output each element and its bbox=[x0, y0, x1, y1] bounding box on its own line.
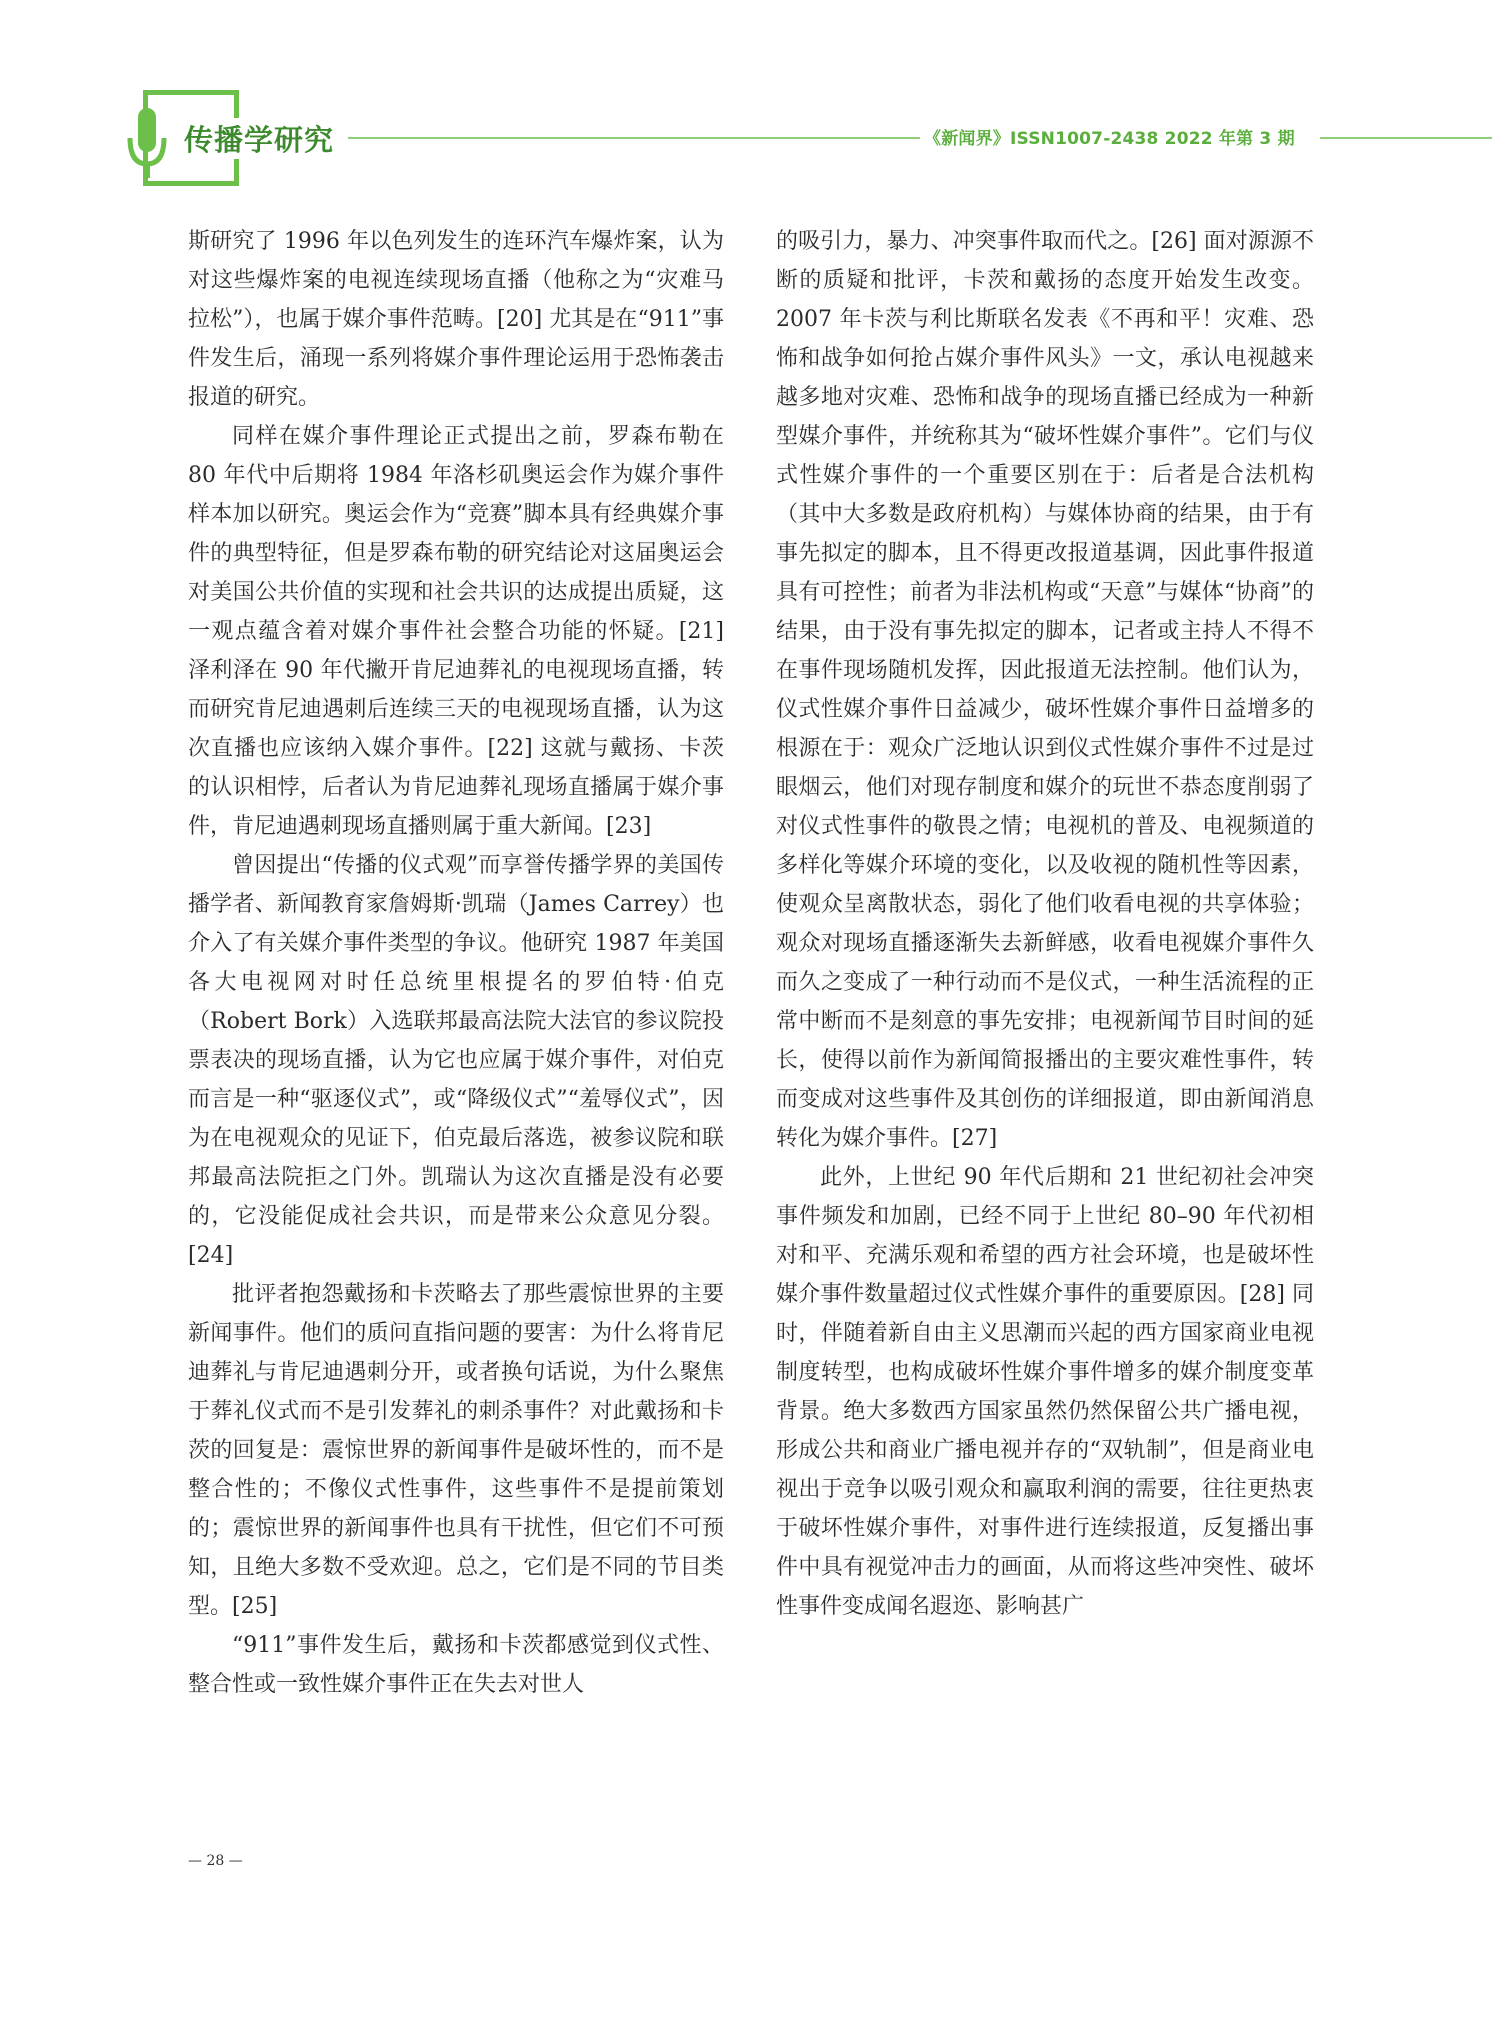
paragraph: 同样在媒介事件理论正式提出之前，罗森布勒在 80 年代中后期将 1984 年洛杉矶奥运会作为媒介事件样本加以研究。奥运会作为“竞赛”脚本具有经典媒介事件的典型特征，但是罗森布勒的研究结论对这届奥运会对美国公共价值的实现和社会共识的达成提出质疑，这一观点蕴含着对媒介事件社会整合功能的怀疑。[21] 泽利泽在 90 年代撇开肯尼迪葬礼的电视现场直播，转而研究肯尼迪遇刺后连续三天的电视现场直播，认为这次直播也应该纳入媒介事件。[22] 这就与戴扬、卡茨的认识相悖，后者认为肯尼迪葬礼现场直播属于媒介事件，肯尼迪遇刺现场直播则属于重大新闻。[23] bbox=[188, 424, 724, 839]
left-column bbox=[188, 222, 724, 1704]
paragraph: 的吸引力，暴力、冲突事件取而代之。[26] 面对源源不断的质疑和批评，卡茨和戴扬的态度开始发生改变。2007 年卡茨与利比斯联名发表《不再和平！灾难、恐怖和战争如何抢占媒介事件风头》一文，承认电视越来越多地对灾难、恐怖和战争的现场直播已经成为一种新型媒介事件，并统称其为“破坏性媒介事件”。它们与仪式性媒介事件的一个重要区别在于：后者是合法机构（其中大多数是政府机构）与媒体协商的结果，由于有事先拟定的脚本，且不得更改报道基调，因此事件报道具有可控性；前者为非法机构或“天意”与媒体“协商”的结果，由于没有事先拟定的脚本，记者或主持人不得不在事件现场随机发挥，因此报道无法控制。他们认为，仪式性媒介事件日益减少，破坏性媒介事件日益增多的根源在于：观众广泛地认识到仪式性媒介事件不过是过眼烟云，他们对现存制度和媒介的玩世不恭态度削弱了对仪式性事件的敬畏之情；电视机的普及、电视频道的多样化等媒介环境的变化，以及收视的随机性等因素，使观众呈离散状态，弱化了他们收看电视的共享体验；观众对现场直播逐渐失去新鲜感，收看电视媒介事件久而久之变成了一种行动而不是仪式，一种生活流程的正常中断而不是刻意的事先安排；电视新闻节目时间的延长，使得以前作为新闻简报播出的主要灾难性事件，转而变成对这些事件及其创伤的详细报道，即由新闻消息转化为媒介事件。[27] bbox=[776, 229, 1314, 1151]
paragraph: 批评者抱怨戴扬和卡茨略去了那些震惊世界的主要新闻事件。他们的质问直指问题的要害：为什么将肯尼迪葬礼与肯尼迪遇刺分开，或者换句话说，为什么聚焦于葬礼仪式而不是引发葬礼的刺杀事件？对此戴扬和卡茨的回复是：震惊世界的新闻事件是破坏性的，而不是整合性的；不像仪式性事件，这些事件不是提前策划的；震惊世界的新闻事件也具有干扰性，但它们不可预知，且绝大多数不受欢迎。总之，它们是不同的节目类型。[25] bbox=[188, 1282, 724, 1619]
header-divider-right bbox=[1320, 137, 1492, 139]
paragraph: 曾因提出“传播的仪式观”而享誉传播学界的美国传播学者、新闻教育家詹姆斯·凯瑞（James Carrey）也介入了有关媒介事件类型的争议。他研究 1987 年美国各大电视网对时任总统里根提名的罗伯特·伯克（Robert Bork）入选联邦最高法院大法官的参议院投票表决的现场直播，认为它也应属于媒介事件，对伯克而言是一种“驱逐仪式”，或“降级仪式”“羞辱仪式”，因为在电视观众的见证下，伯克最后落选，被参议院和联邦最高法院拒之门外。凯瑞认为这次直播是没有必要的，它没能促成社会共识，而是带来公众意见分裂。[24] bbox=[188, 853, 724, 1268]
right-column bbox=[776, 222, 1314, 1626]
microphone-icon bbox=[127, 108, 167, 180]
section-title: 传播学研究 bbox=[180, 118, 338, 159]
journal-info: 《新闻界》ISSN1007-2438 2022 年第 3 期 bbox=[924, 129, 1295, 149]
paragraph: “911”事件发生后，戴扬和卡茨都感觉到仪式性、整合性或一致性媒介事件正在失去对世人 bbox=[188, 1633, 724, 1697]
page-number: — 28 — bbox=[188, 1853, 243, 1869]
header-divider-left bbox=[348, 137, 920, 139]
paragraph: 此外，上世纪 90 年代后期和 21 世纪初社会冲突事件频发和加剧，已经不同于上世纪 80–90 年代初相对和平、充满乐观和希望的西方社会环境，也是破坏性媒介事件数量超过仪式性媒介事件的重要原因。[28] 同时，伴随着新自由主义思潮而兴起的西方国家商业电视制度转型，也构成破坏性媒介事件增多的媒介制度变革背景。绝大多数西方国家虽然仍然保留公共广播电视，形成公共和商业广播电视并存的“双轨制”，但是商业电视出于竞争以吸引观众和赢取利润的需要，往往更热衷于破坏性媒介事件，对事件进行连续报道，反复播出事件中具有视觉冲击力的画面，从而将这些冲突性、破坏性事件变成闻名遐迩、影响甚广 bbox=[776, 1165, 1314, 1619]
paragraph: 斯研究了 1996 年以色列发生的连环汽车爆炸案，认为对这些爆炸案的电视连续现场直播（他称之为“灾难马拉松”），也属于媒介事件范畴。[20] 尤其是在“911”事件发生后，涌现一系列将媒介事件理论运用于恐怖袭击报道的研究。 bbox=[188, 229, 724, 410]
